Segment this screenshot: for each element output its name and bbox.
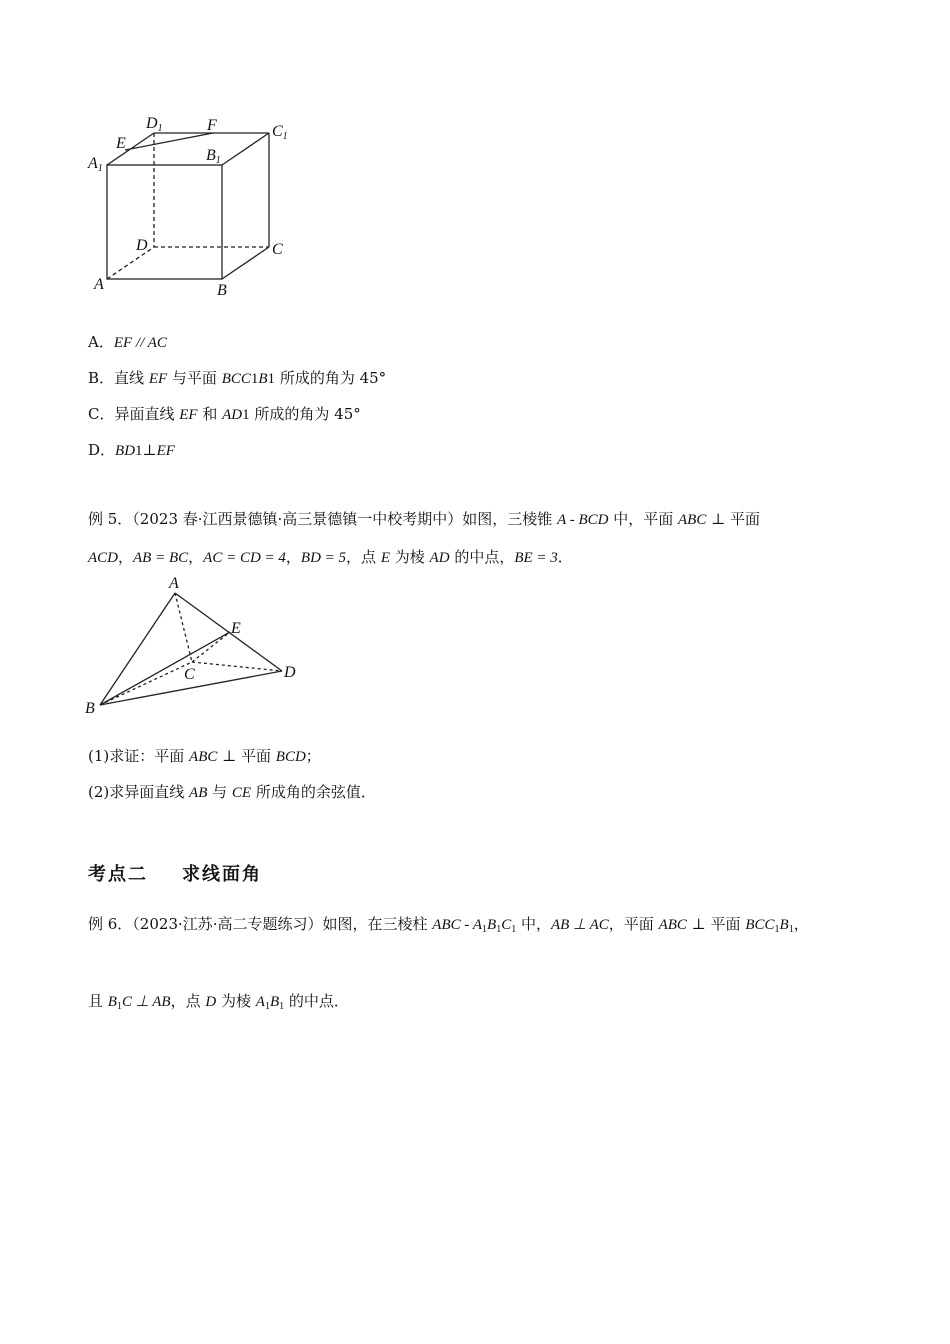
section-heading: 考点二 求线面角	[88, 864, 262, 885]
label-E: E	[231, 620, 241, 637]
example5-line2: ACD，AB = BC，AC = CD = 4，BD = 5，点 E 为棱 AD 的中点，BE = 3．	[88, 548, 573, 566]
cube-figure	[80, 105, 310, 305]
tetrahedron-figure	[80, 570, 310, 720]
hidden-segment-C-E	[192, 632, 230, 662]
label-A1: A1	[88, 155, 103, 174]
edge-B-C	[222, 247, 269, 279]
cube-front-face	[107, 165, 222, 279]
question-2: (2)求异面直线 AB 与 CE 所成角的余弦值．	[88, 783, 376, 801]
label-F: F	[207, 117, 217, 134]
option-d: D．BD1⊥EF	[88, 441, 175, 459]
question-1: (1)求证：平面 ABC ⊥ 平面 BCD；	[88, 747, 321, 765]
label-A: A	[169, 575, 179, 592]
label-B: B	[217, 282, 227, 299]
segment-EF	[125, 133, 213, 150]
label-D1: D1	[146, 115, 163, 134]
label-E: E	[116, 135, 126, 152]
option-b: B．直线 EF 与平面 BCC1B1 所成的角为 45°	[88, 369, 387, 387]
label-D: D	[136, 237, 148, 254]
label-D: D	[284, 664, 296, 681]
hidden-edge-C-D	[192, 662, 282, 671]
label-B1: B1	[206, 147, 221, 166]
label-A: A	[94, 276, 104, 293]
option-a: A．EF // AC	[88, 333, 167, 351]
segment-B-E	[100, 632, 230, 705]
example5-line1: 例 5．（2023 春·江西景德镇·高三景德镇一中校考期中）如图，三棱锥 A - BCD 中，平面 ABC ⊥ 平面	[88, 510, 760, 528]
example6-line1: 例 6．（2023·江苏·高二专题练习）如图，在三棱柱 ABC - $A_1B_1C_1$ 中，AB ⊥ AC，平面 ABC ⊥ 平面 $BCC_1B_1$，	[88, 915, 809, 935]
edge-A-B	[100, 593, 175, 705]
option-c: C．异面直线 EF 和 AD1 所成的角为 45°	[88, 405, 361, 423]
edge-B1-C1	[222, 133, 269, 165]
label-C1: C1	[272, 123, 288, 142]
label-B: B	[85, 700, 95, 717]
label-C: C	[184, 666, 195, 683]
label-C: C	[272, 241, 283, 258]
example6-line2: 且 $B_1C$ ⊥ AB，点 D 为棱 $A_1B_1$ 的中点．	[88, 992, 349, 1012]
